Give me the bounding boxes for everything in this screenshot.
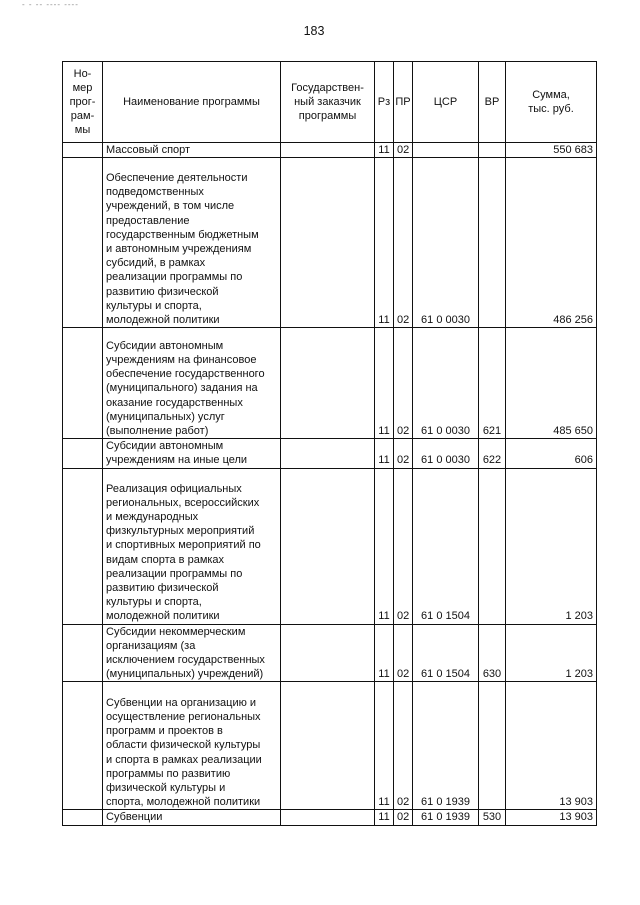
- cell-program-number: [63, 158, 103, 328]
- cell-rz: 11: [375, 328, 394, 439]
- cell-program-name: Субсидии автономным учреждениям на финансовое обеспечение государственного (муниципального) задания на оказание государственных (муниципальных) услуг (выполнение работ): [103, 328, 281, 439]
- cell-csr: [413, 143, 479, 158]
- cell-program-number: [63, 143, 103, 158]
- cell-vr: [479, 158, 506, 328]
- header-vr: ВР: [479, 62, 506, 143]
- budget-table: [62, 61, 597, 826]
- header-sum: Сумма, тыс. руб.: [506, 62, 597, 143]
- cell-program-name: Субвенции на организацию и осуществление региональных программ и проектов в области физической культуры и спорта в рамках реализации программы по развитию физической культуры и спорта, молодежной политики: [103, 682, 281, 810]
- cell-pr: 02: [394, 439, 413, 468]
- cell-program-name: Обеспечение деятельности подведомственных учреждений, в том числе предоставление государственным бюджетным и автономным учреждениям субсидий, в рамках реализации программы по развитию физической культуры и спорта, молодежной политики: [103, 158, 281, 328]
- cell-sum: 13 903: [506, 810, 597, 825]
- cell-pr: 02: [394, 682, 413, 810]
- cell-vr: 621: [479, 328, 506, 439]
- cell-state-customer: [281, 810, 375, 825]
- cell-sum: 13 903: [506, 682, 597, 810]
- cell-vr: [479, 682, 506, 810]
- cell-rz: 11: [375, 810, 394, 825]
- table-row: [63, 624, 597, 682]
- cell-rz: 11: [375, 624, 394, 682]
- cell-program-name: Субвенции: [103, 810, 281, 825]
- cell-state-customer: [281, 624, 375, 682]
- header-program-number: Но- мер прог- рам- мы: [63, 62, 103, 143]
- cell-vr: [479, 143, 506, 158]
- cell-csr: 61 0 1504: [413, 468, 479, 624]
- cell-pr: 02: [394, 158, 413, 328]
- cell-rz: 11: [375, 143, 394, 158]
- cell-pr: 02: [394, 328, 413, 439]
- cell-sum: 486 256: [506, 158, 597, 328]
- cell-state-customer: [281, 468, 375, 624]
- table-row: [63, 158, 597, 328]
- cell-state-customer: [281, 682, 375, 810]
- cell-program-name: Массовый спорт: [103, 143, 281, 158]
- header-csr: ЦСР: [413, 62, 479, 143]
- cell-vr: [479, 468, 506, 624]
- cell-sum: 1 203: [506, 468, 597, 624]
- cell-rz: 11: [375, 682, 394, 810]
- cell-csr: 61 0 1939: [413, 810, 479, 825]
- table-row: [63, 439, 597, 468]
- cell-csr: 61 0 1939: [413, 682, 479, 810]
- header-pr: ПР: [394, 62, 413, 143]
- cell-program-number: [63, 439, 103, 468]
- table-row: [63, 810, 597, 825]
- cell-rz: 11: [375, 158, 394, 328]
- cell-csr: 61 0 0030: [413, 439, 479, 468]
- cell-pr: 02: [394, 468, 413, 624]
- table-row: [63, 143, 597, 158]
- cell-program-number: [63, 682, 103, 810]
- cell-csr: 61 0 1504: [413, 624, 479, 682]
- cell-vr: 622: [479, 439, 506, 468]
- header-rz: Рз: [375, 62, 394, 143]
- cell-pr: 02: [394, 143, 413, 158]
- cell-state-customer: [281, 143, 375, 158]
- cell-program-number: [63, 810, 103, 825]
- header-program-name: Наименование программы: [103, 62, 281, 143]
- cell-pr: 02: [394, 624, 413, 682]
- table-row: [63, 328, 597, 439]
- cell-program-name: Субсидии некоммерческим организациям (за исключением государственных (муниципальных) учреждений): [103, 624, 281, 682]
- cell-program-name: Реализация официальных региональных, всероссийских и международных физкультурных мероприятий и спортивных мероприятий по видам спорта в рамках реализации программы по развитию физической культуры и спорта, молодежной политики: [103, 468, 281, 624]
- table-row: [63, 468, 597, 624]
- cell-sum: 606: [506, 439, 597, 468]
- cell-rz: 11: [375, 468, 394, 624]
- cell-csr: 61 0 0030: [413, 158, 479, 328]
- cell-pr: 02: [394, 810, 413, 825]
- cell-program-number: [63, 328, 103, 439]
- page-number: 183: [303, 24, 325, 38]
- table-header-row: [63, 62, 597, 143]
- table-row: [63, 682, 597, 810]
- cell-rz: 11: [375, 439, 394, 468]
- cell-program-number: [63, 624, 103, 682]
- cell-sum: 1 203: [506, 624, 597, 682]
- cell-sum: 485 650: [506, 328, 597, 439]
- cell-state-customer: [281, 158, 375, 328]
- cell-vr: 530: [479, 810, 506, 825]
- page-top-fragment: - - -- ---- ----: [22, 0, 79, 9]
- cell-sum: 550 683: [506, 143, 597, 158]
- cell-state-customer: [281, 439, 375, 468]
- cell-program-number: [63, 468, 103, 624]
- cell-vr: 630: [479, 624, 506, 682]
- header-state-customer: Государствен- ный заказчик программы: [281, 62, 375, 143]
- cell-csr: 61 0 0030: [413, 328, 479, 439]
- cell-state-customer: [281, 328, 375, 439]
- cell-program-name: Субсидии автономным учреждениям на иные цели: [103, 439, 281, 468]
